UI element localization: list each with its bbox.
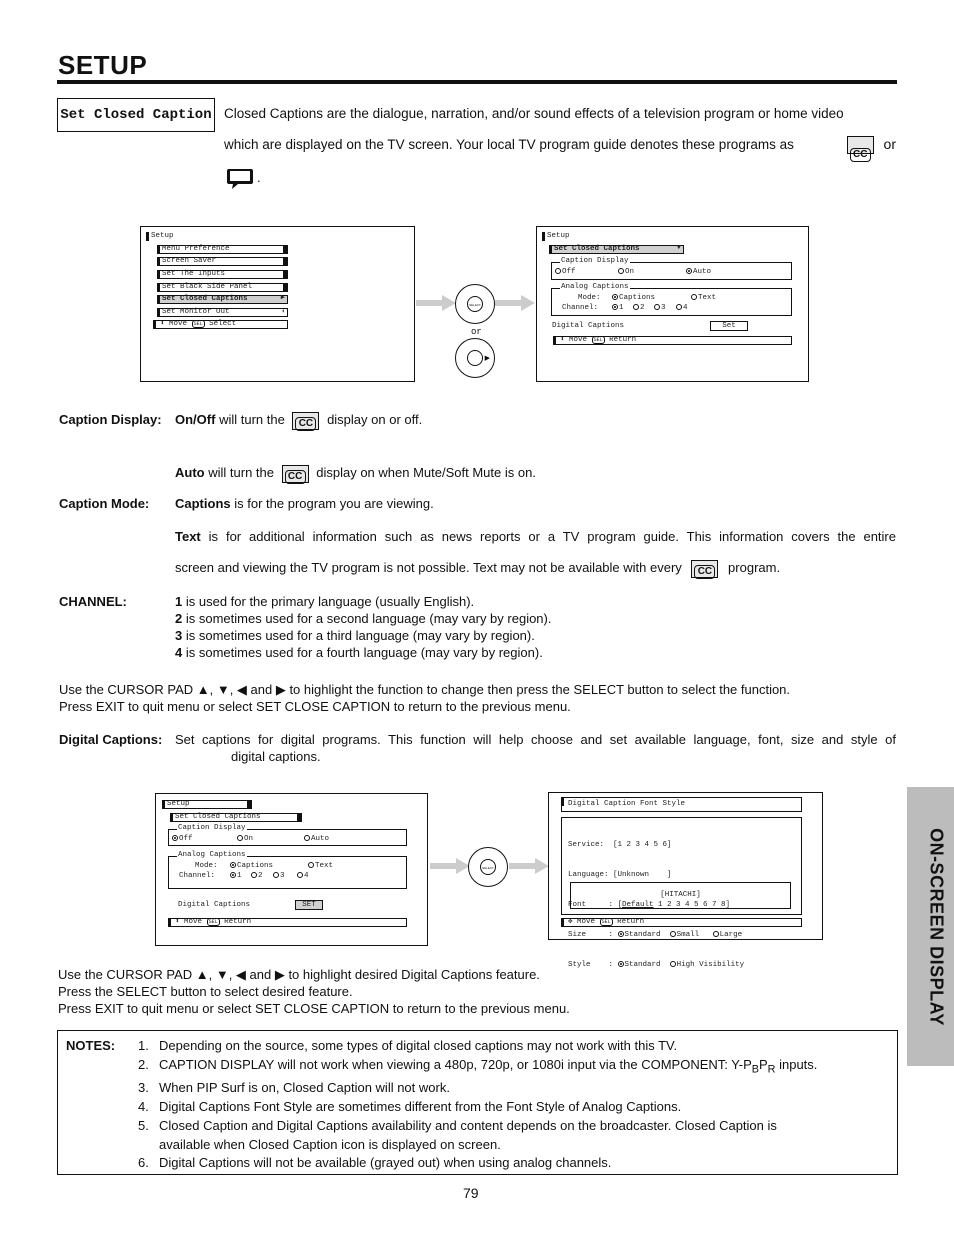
intro-paragraph	[224, 98, 896, 160]
menu-item-set-closed-captions[interactable]: Set Closed Captions	[170, 813, 302, 822]
arrow-right-icon	[509, 858, 549, 874]
cc-icon: CC	[282, 465, 309, 483]
intro-line-1: Closed Captions are the dialogue, narration, and/or sound effects of a television program or home video	[224, 106, 844, 121]
note-item: available when Closed Caption icon is displayed on screen.	[159, 1136, 501, 1152]
cc-icon: CC	[292, 412, 319, 430]
side-tab-label: ON-SCREEN DISPLAY	[926, 828, 947, 1026]
radio-mode-text[interactable]: Text	[691, 294, 716, 302]
function-label-box: Set Closed Caption	[57, 98, 215, 132]
four-way-arrow-icon: ✥	[568, 918, 573, 926]
radio-on[interactable]: On	[618, 268, 634, 276]
radio-channel-4[interactable]: 4	[297, 872, 309, 880]
osd-closed-captions-menu-digital	[155, 793, 428, 946]
arrow-right-icon: ▶	[280, 294, 285, 302]
channel-item: 3 is sometimes used for a third language (may vary by region).	[175, 628, 535, 643]
radio-channel-1[interactable]: 1	[230, 872, 242, 880]
caption-display-group: Caption Display Off On Auto	[168, 829, 407, 846]
radio-auto[interactable]: Auto	[686, 268, 711, 276]
notes-label: NOTES:	[66, 1038, 116, 1053]
osd-header: Digital Caption Font Style	[561, 797, 802, 812]
updown-arrow-icon: ⬍	[281, 308, 285, 315]
note-item: 5. Closed Caption and Digital Captions availability and content depends on the broadcaster. Closed Caption is	[138, 1117, 777, 1133]
digital-captions-label: Digital Captions:	[59, 732, 163, 747]
pad-or-text: or	[471, 327, 482, 337]
digital-captions-line-1: Set captions for digital programs. This function will help choose and set available language, font, size and style of	[175, 732, 896, 747]
radio-channel-1[interactable]: 1	[612, 304, 624, 312]
digital-captions-label: Digital Captions	[178, 901, 251, 909]
speech-bubble-icon	[226, 168, 254, 190]
sel-icon: SEL	[193, 321, 203, 327]
caption-display-group: Caption Display Off On Auto	[551, 262, 792, 280]
menu-item-set-the-inputs[interactable]: Set The Inputs	[157, 270, 288, 279]
style-row[interactable]: Style : Standard High Visibility	[568, 961, 745, 969]
radio-channel-2[interactable]: 2	[633, 304, 645, 312]
arrow-right-icon: ▶	[484, 355, 490, 362]
chevron-down-icon: ▼	[676, 244, 681, 252]
menu-item-set-closed-captions[interactable]: Set Closed Captions ▶	[157, 295, 288, 304]
radio-channel-2[interactable]: 2	[251, 872, 263, 880]
radio-off[interactable]: Off	[172, 835, 193, 843]
note-item: 4. Digital Captions Font Style are sometimes different from the Font Style of Analog Captions.	[138, 1098, 682, 1114]
analog-captions-group: Analog Captions Mode: Captions Text Channel: 1 2 3 4	[551, 288, 792, 316]
updown-arrow-icon: ⬍	[175, 918, 180, 926]
radio-mode-captions[interactable]: Captions	[230, 862, 273, 870]
caption-mode-text: Captions is for the program you are viewing.	[175, 496, 434, 511]
cursor-pad-select[interactable]	[468, 847, 508, 887]
select-button[interactable]: SELECT	[467, 296, 483, 312]
digital-captions-line-2: digital captions.	[231, 749, 321, 764]
sel-icon: SEL	[593, 337, 603, 343]
radio-mode-captions[interactable]: Captions	[612, 294, 655, 302]
auto-text: Auto will turn the CC display on when Mute/Soft Mute is on.	[175, 465, 536, 482]
radio-channel-3[interactable]: 3	[273, 872, 285, 880]
osd-footer: ✥ Move SEL Return	[561, 918, 802, 927]
language-row[interactable]: Language: [Unknown ]	[568, 871, 672, 879]
page-number: 79	[463, 1185, 479, 1201]
radio-channel-3[interactable]: 3	[654, 304, 666, 312]
font-row[interactable]: Font : [Default 1 2 3 4 5 6 7 8]	[568, 901, 731, 909]
arrow-right-icon	[430, 858, 470, 874]
menu-item-set-black-side-panel[interactable]: Set Black Side Panel	[157, 283, 288, 292]
osd-footer: ⬍ Move SEL Return	[168, 918, 407, 927]
sel-icon: SEL	[208, 919, 218, 925]
cc-icon: CC	[691, 560, 718, 578]
sel-icon: SEL	[601, 919, 611, 925]
note-item: 3. When PIP Surf is on, Closed Caption will not work.	[138, 1080, 450, 1096]
channel-label: CHANNEL:	[59, 594, 127, 609]
text-mode-line-2: screen and viewing the TV program is not possible. Text may not be available with every CC program.	[175, 560, 781, 577]
intro-line-2	[224, 129, 896, 160]
caption-display-label: Caption Display:	[59, 412, 162, 427]
text-mode-line-1: Text is for additional information such as news reports or a TV program guide. This information covers the entire	[175, 529, 896, 544]
osd-footer: ⬍ Move SEL Select	[153, 320, 288, 329]
updown-arrow-icon: ⬍	[160, 320, 165, 328]
size-row[interactable]: Size : Standard Small Large	[568, 931, 743, 939]
arrow-right-icon	[416, 295, 456, 311]
note-item: 6. Digital Captions will not be available (grayed out) when using analog channels.	[138, 1155, 612, 1171]
intro-or: or	[883, 136, 896, 152]
osd-header: Setup	[147, 233, 227, 242]
osd-digital-caption-font-style	[548, 792, 823, 969]
title-rule	[57, 80, 897, 84]
osd-setup-menu	[140, 226, 415, 382]
menu-item-set-monitor-out[interactable]: Set Monitor Out ⬍	[157, 308, 288, 317]
notes-list	[138, 1037, 888, 1173]
osd-header: Setup	[543, 233, 623, 242]
menu-item-set-closed-captions[interactable]: Set Closed Captions ▼	[549, 245, 684, 254]
cc-icon: CC	[847, 136, 874, 154]
menu-item-screen-saver[interactable]: Screen Saver	[157, 257, 288, 266]
digital-captions-label: Digital Captions	[552, 322, 625, 330]
channel-list	[175, 593, 551, 661]
set-button[interactable]: Set	[710, 321, 748, 331]
radio-off[interactable]: Off	[555, 268, 576, 276]
page-title: SETUP	[58, 50, 148, 80]
cursor-pad-select[interactable]	[455, 284, 495, 324]
radio-channel-4[interactable]: 4	[676, 304, 688, 312]
radio-auto[interactable]: Auto	[304, 835, 329, 843]
note-item: 1. Depending on the source, some types of digital closed captions may not work with this TV.	[138, 1038, 678, 1053]
intro-line-2-text: which are displayed on the TV screen. Your local TV program guide denotes these programs as	[224, 137, 794, 152]
note-item: 2. CAPTION DISPLAY will not work when viewing a 480p, 720p, or 1080i input via the COMPONENT: $Y-P_BP_R$ inputs.	[138, 1056, 818, 1076]
notes-box	[57, 1030, 898, 1175]
cursor-instructions-2: Use the CURSOR PAD ▲, ▼, ◀ and ▶ to highlight desired Digital Captions feature. Press the SELECT button to select desired feature. Press EXIT to quit menu or select SET CLOSE CAPTION to return to the previous menu.	[58, 967, 570, 1016]
updown-arrow-icon: ⬍	[560, 336, 565, 344]
channel-item: 1 is used for the primary language (usually English).	[175, 594, 475, 609]
font-preview: [HITACHI]	[570, 882, 791, 909]
analog-captions-group: Analog Captions Mode: Captions Text Channel: 1 2 3 4	[168, 856, 407, 889]
caption-display-text: On/Off will turn the CC display on or off.	[175, 412, 423, 429]
channel-item: 2 is sometimes used for a second language (may vary by region).	[175, 611, 552, 626]
service-row[interactable]: Service: [1 2 3 4 5 6]	[568, 841, 672, 849]
select-button[interactable]: SELECT	[480, 859, 496, 875]
set-button[interactable]: SET	[295, 900, 323, 910]
channel-item: 4 is sometimes used for a fourth language (may vary by region).	[175, 645, 543, 660]
cursor-instructions-1: Use the CURSOR PAD ▲, ▼, ◀ and ▶ to highlight the function to change then press the SELECT button to select the function. Press EXIT to quit menu or select SET CLOSE CAPTION to return to the previous menu.	[59, 682, 791, 714]
arrow-right-icon	[495, 295, 535, 311]
caption-mode-label: Caption Mode:	[59, 496, 150, 511]
osd-header: Setup	[162, 800, 252, 809]
cursor-pad-right[interactable]	[455, 338, 495, 378]
osd-footer: ⬍ Move SEL Return	[553, 336, 792, 345]
radio-mode-text[interactable]: Text	[308, 862, 333, 870]
osd-closed-captions-menu	[536, 226, 809, 382]
radio-on[interactable]: On	[237, 835, 253, 843]
intro-period: .	[257, 170, 261, 185]
section-side-tab	[907, 787, 954, 1066]
menu-item-menu-preference[interactable]: Menu Preference	[157, 245, 288, 254]
